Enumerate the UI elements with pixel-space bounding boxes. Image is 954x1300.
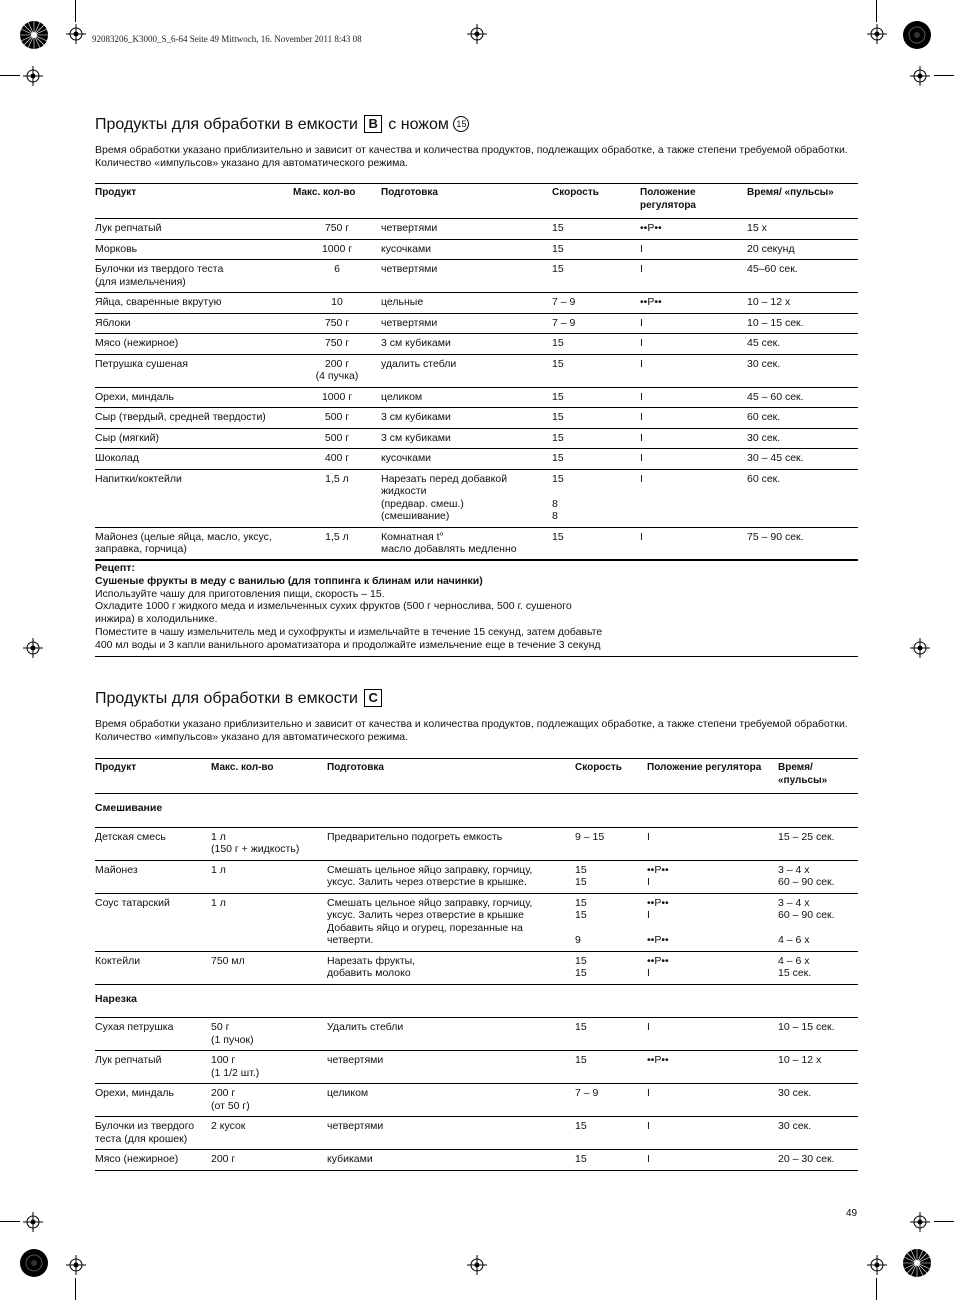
registration-mark-icon: [467, 24, 487, 44]
table-row: [95, 313, 858, 334]
table-row: [95, 1084, 858, 1117]
cell-regulator-position: ••P•• I: [647, 954, 669, 979]
cell-time-pulses: 30 сек.: [747, 357, 781, 370]
cell-product: Сыр (мягкий): [95, 431, 159, 444]
recipe-label: Рецепт:: [95, 562, 135, 574]
cell-max-quantity: 1 л: [211, 896, 226, 909]
cell-speed: 15 15: [575, 954, 587, 979]
cell-preparation: целиком: [381, 390, 423, 403]
table-row: [95, 428, 858, 449]
cell-product: Шоколад: [95, 452, 139, 464]
cell-time-pulses: 45 – 60 сек.: [747, 390, 804, 403]
cell-max-quantity: 500 г: [324, 411, 350, 423]
cell-time-pulses: 20 – 30 сек.: [778, 1153, 835, 1165]
table-row: [95, 239, 858, 260]
cell-max-quantity: 750 г: [324, 222, 350, 234]
table-header-row: [95, 184, 858, 219]
trim-line: [75, 0, 76, 22]
table-row: [95, 951, 858, 984]
container-c-label: C: [364, 689, 381, 707]
cell-regulator-position: I: [647, 1120, 650, 1132]
print-slug: 92083206_K3000_S_6-64 Seite 49 Mittwoch, 16. November 2011 8:43 08: [92, 34, 362, 44]
cell-time-pulses: 10 – 15 сек.: [778, 1021, 835, 1033]
cell-regulator-position: I: [640, 337, 643, 349]
group-label: Смешивание: [95, 802, 163, 814]
registration-mark-icon: [910, 638, 930, 658]
column-header-max-quantity: Макс. кол-во: [211, 762, 274, 773]
cell-product: Мясо (нежирное): [95, 337, 179, 349]
cell-speed: 15: [552, 263, 564, 275]
registration-mark-icon: [23, 66, 43, 86]
cell-speed: 15: [575, 1153, 587, 1165]
cell-product: Майонез (целые яйца, масло, уксус, заправка, горчица): [95, 530, 272, 555]
table-row: [95, 1150, 858, 1171]
cell-speed: 15: [552, 452, 564, 464]
section-c-title-text: Продукты для обработки в емкости: [95, 690, 358, 707]
recipe-title: Сушеные фрукты в меду с ванилью (для топпинга к блинам или начинки): [95, 574, 483, 587]
container-b-label: B: [364, 115, 381, 133]
registration-mark-icon: [910, 66, 930, 86]
table-header-row: [95, 759, 858, 794]
registration-mark-icon: [66, 1255, 86, 1275]
cell-max-quantity: 750 мл: [211, 954, 245, 967]
cell-preparation: четвертями: [381, 222, 438, 234]
cell-speed: 7 – 9: [552, 316, 576, 329]
cell-max-quantity: 200 г (4 пучка): [315, 357, 359, 382]
cell-product: Соус татарский: [95, 896, 170, 909]
cell-preparation: четвертями: [381, 263, 438, 275]
trim-line: [876, 0, 877, 22]
table-row: [95, 334, 858, 355]
cell-max-quantity: 400 г: [324, 452, 350, 464]
trim-line: [934, 1221, 954, 1222]
cell-preparation: целиком: [327, 1087, 369, 1099]
table-row: [95, 860, 858, 893]
trim-line: [75, 1278, 76, 1300]
cell-max-quantity: 750 г: [324, 337, 350, 349]
cell-product: Морковь: [95, 242, 138, 255]
table-row: [95, 293, 858, 314]
cell-regulator-position: I: [640, 357, 643, 370]
cell-time-pulses: 75 – 90 сек.: [747, 530, 804, 543]
cell-product: Сыр (твердый, средней твердости): [95, 411, 266, 423]
cell-preparation: 3 см кубиками: [381, 411, 451, 423]
table-row: [95, 449, 858, 470]
column-header-preparation: Подготовка: [327, 762, 384, 773]
table-row: [95, 354, 858, 387]
cell-speed: 7 – 9: [552, 296, 576, 308]
cell-max-quantity: 500 г: [324, 431, 350, 444]
cell-time-pulses: 3 – 4 x 60 – 90 сек.: [778, 863, 835, 888]
cell-regulator-position: I: [647, 830, 650, 843]
cell-product: Орехи, миндаль: [95, 1087, 175, 1099]
color-wheel-mark-icon: [902, 1248, 932, 1278]
cell-product: Лук репчатый: [95, 222, 162, 234]
cell-max-quantity: 50 г (1 пучок): [211, 1021, 254, 1046]
cell-time-pulses: 15 x: [747, 222, 767, 234]
cell-speed: 15: [552, 411, 564, 423]
cell-preparation: четвертями: [327, 1120, 384, 1132]
recipe-line: Поместите в чашу измельчитель мед и сухофрукты и измельчайте в течение 15 секунд, затем добавьте: [95, 625, 603, 638]
knife-number-badge: 15: [453, 116, 469, 132]
cell-time-pulses: 30 – 45 сек.: [747, 452, 804, 464]
cell-product: Петрушка сушеная: [95, 357, 188, 370]
cell-regulator-position: ••P•• I ••P••: [647, 896, 669, 946]
cell-speed: 15 15: [575, 863, 587, 888]
cell-speed: 7 – 9: [575, 1087, 599, 1099]
cell-max-quantity: 1 л: [211, 863, 226, 876]
section-b-title: [95, 115, 469, 134]
cell-preparation: цельные: [381, 296, 424, 308]
section-b-title-suffix: с ножом: [388, 116, 449, 133]
cell-speed: 15: [552, 242, 564, 255]
cell-speed: 15: [552, 337, 564, 349]
cell-max-quantity: 1,5 л: [325, 530, 349, 543]
section-b-title-text: Продукты для обработки в емкости: [95, 116, 358, 133]
column-header-regulator-position: Положение регулятора: [640, 187, 696, 211]
color-wheel-mark-icon: [19, 20, 49, 50]
group-row: [95, 794, 858, 828]
registration-mark-icon: [910, 1212, 930, 1232]
cell-preparation: удалить стебли: [381, 357, 457, 370]
recipe-line: Используйте чашу для приготовления пищи, скорость – 15.: [95, 587, 385, 600]
cell-product: Булочки из твердого теста (для измельчения): [95, 263, 224, 288]
cell-time-pulses: 30 сек.: [778, 1087, 812, 1099]
cell-product: Мясо (нежирное): [95, 1153, 179, 1165]
cell-regulator-position: I: [640, 472, 643, 485]
cell-time-pulses: 20 секунд: [747, 242, 795, 255]
cell-regulator-position: ••P•• I: [647, 863, 669, 888]
cell-preparation: 3 см кубиками: [381, 431, 451, 444]
column-header-max-quantity: Макс. кол-во: [293, 187, 356, 198]
cell-preparation: Предварительно подогреть емкость: [327, 830, 503, 843]
cell-preparation: Смешать цельное яйцо заправку, горчицу, уксус. Залить через отверстие в крышке Добавить яйцо и огурец, порезанные на четверти.: [327, 896, 533, 946]
cell-max-quantity: 1000 г: [321, 390, 353, 403]
cell-preparation: Комнатная t° масло добавлять медленно: [381, 530, 517, 555]
cell-time-pulses: 10 – 12 x: [747, 296, 791, 308]
cell-time-pulses: 45 сек.: [747, 337, 781, 349]
cell-max-quantity: 200 г: [211, 1153, 236, 1165]
cell-speed: 15 15 9: [575, 896, 587, 946]
cell-regulator-position: I: [647, 1153, 650, 1165]
cell-regulator-position: I: [640, 411, 643, 423]
cell-speed: 15: [552, 357, 564, 370]
column-header-time-pulses: Время/ «пульсы»: [778, 762, 828, 786]
column-header-preparation: Подготовка: [381, 187, 438, 198]
section-c-title: [95, 689, 384, 708]
cell-speed: 15: [575, 1054, 587, 1066]
cell-preparation: Нарезать перед добавкой жидкости (предвар. смеш.) (смешивание): [381, 472, 508, 522]
processing-table-b: [95, 183, 858, 561]
group-label: Нарезка: [95, 992, 137, 1005]
recipe-line: 400 мл воды и 3 капли ванильного ароматизатора и продолжайте измельчение еще в течение 3 секунд: [95, 638, 601, 651]
processing-table-c: [95, 758, 858, 1171]
cell-regulator-position: I: [640, 530, 643, 543]
cell-time-pulses: 10 – 15 сек.: [747, 316, 804, 329]
page-number: 49: [846, 1208, 858, 1219]
color-wheel-mark-icon: [902, 20, 932, 50]
color-wheel-mark-icon: [19, 1248, 49, 1278]
column-header-product: Продукт: [95, 762, 137, 773]
cell-product: Яблоки: [95, 316, 131, 329]
cell-time-pulses: 45–60 сек.: [747, 263, 798, 275]
recipe-line: Охладите 1000 г жидкого меда и измельченных сухих фруктов (500 г чернослива, 500 г. сушеного: [95, 600, 572, 613]
cell-product: Майонез: [95, 863, 138, 876]
cell-regulator-position: I: [640, 431, 643, 444]
registration-mark-icon: [23, 638, 43, 658]
table-row: [95, 469, 858, 527]
cell-product: Лук репчатый: [95, 1054, 162, 1066]
cell-regulator-position: I: [640, 242, 643, 255]
column-header-product: Продукт: [95, 187, 137, 198]
section-c-intro: Время обработки указано приблизительно и зависит от качества и количества продуктов, подлежащих обработке, а также степени требуемой обработки. Количество «импульсов» указано для автоматического режима.: [95, 718, 848, 743]
cell-speed: 15: [552, 431, 564, 444]
cell-max-quantity: 2 кусок: [211, 1120, 246, 1132]
table-row: [95, 219, 858, 240]
cell-product: Коктейли: [95, 954, 141, 967]
registration-mark-icon: [66, 24, 86, 44]
registration-mark-icon: [467, 1255, 487, 1275]
cell-time-pulses: 4 – 6 x 15 сек.: [778, 954, 812, 979]
recipe-line: инжира) в холодильнике.: [95, 613, 218, 626]
cell-preparation: четвертями: [381, 316, 438, 329]
cell-time-pulses: 30 сек.: [747, 431, 781, 444]
table-row: [95, 408, 858, 429]
cell-regulator-position: I: [640, 390, 643, 403]
column-header-regulator-position: Положение регулятора: [647, 762, 762, 773]
cell-preparation: Удалить стебли: [327, 1021, 404, 1033]
column-header-speed: Скорость: [552, 187, 599, 198]
cell-regulator-position: I: [640, 263, 643, 275]
cell-max-quantity: 1 л (150 г + жидкость): [211, 830, 300, 855]
cell-regulator-position: I: [647, 1021, 650, 1033]
cell-preparation: кусочками: [381, 452, 432, 464]
table-row: [95, 827, 858, 860]
table-row: [95, 527, 858, 560]
cell-product: Напитки/коктейли: [95, 472, 182, 485]
trim-line: [876, 1278, 877, 1300]
registration-mark-icon: [867, 24, 887, 44]
cell-max-quantity: 10: [331, 296, 343, 308]
cell-max-quantity: 750 г: [324, 316, 350, 329]
trim-line: [0, 1221, 20, 1222]
table-row: [95, 260, 858, 293]
column-header-time-pulses: Время/ «пульсы»: [747, 187, 834, 198]
trim-line: [0, 75, 20, 76]
cell-preparation: Нарезать фрукты, добавить молоко: [327, 954, 416, 979]
registration-mark-icon: [23, 1212, 43, 1232]
cell-regulator-position: I: [647, 1087, 650, 1099]
cell-product: Булочки из твердого теста (для крошек): [95, 1120, 195, 1145]
cell-product: Детская смесь: [95, 830, 166, 843]
cell-speed: 15: [575, 1021, 587, 1033]
cell-preparation: 3 см кубиками: [381, 337, 451, 349]
cell-speed: 15: [552, 390, 564, 403]
cell-max-quantity: 100 г (1 1/2 шт.): [211, 1054, 260, 1079]
cell-preparation: кусочками: [381, 242, 432, 255]
table-row: [95, 1051, 858, 1084]
table-row: [95, 893, 858, 951]
cell-time-pulses: 15 – 25 сек.: [778, 830, 835, 843]
cell-preparation: кубиками: [327, 1153, 373, 1165]
cell-regulator-position: I: [640, 452, 643, 464]
column-header-speed: Скорость: [575, 762, 622, 773]
cell-time-pulses: 60 сек.: [747, 411, 781, 423]
recipe-box: [95, 559, 858, 657]
cell-time-pulses: 30 сек.: [778, 1120, 812, 1132]
cell-max-quantity: 1000 г: [321, 242, 353, 255]
trim-line: [934, 75, 954, 76]
table-row: [95, 1117, 858, 1150]
cell-regulator-position: ••P••: [640, 222, 662, 234]
cell-speed: 15 8 8: [552, 472, 564, 522]
cell-time-pulses: 3 – 4 x 60 – 90 сек. 4 – 6 x: [778, 896, 835, 946]
cell-product: Сухая петрушка: [95, 1021, 174, 1033]
cell-max-quantity: 6: [334, 263, 340, 275]
section-b-intro: Время обработки указано приблизительно и зависит от качества и количества продуктов, подлежащих обработке, а также степени требуемой обработки. Количество «импульсов» указано для автоматического режима.: [95, 144, 848, 169]
table-row: [95, 1018, 858, 1051]
cell-speed: 9 – 15: [575, 830, 605, 843]
cell-max-quantity: 1,5 л: [325, 472, 349, 485]
cell-speed: 15: [552, 530, 564, 543]
cell-speed: 15: [552, 222, 564, 234]
cell-speed: 15: [575, 1120, 587, 1132]
cell-product: Орехи, миндаль: [95, 390, 175, 403]
group-row: [95, 984, 858, 1018]
cell-max-quantity: 200 г (от 50 г): [211, 1087, 250, 1112]
cell-regulator-position: I: [640, 316, 643, 329]
cell-preparation: Смешать цельное яйцо заправку, горчицу, уксус. Залить через отверстие в крышке.: [327, 863, 533, 888]
cell-time-pulses: 60 сек.: [747, 472, 781, 485]
cell-regulator-position: ••P••: [647, 1054, 669, 1066]
cell-time-pulses: 10 – 12 x: [778, 1054, 822, 1066]
cell-product: Яйца, сваренные вкрутую: [95, 296, 222, 308]
table-row: [95, 387, 858, 408]
registration-mark-icon: [867, 1255, 887, 1275]
cell-preparation: четвертями: [327, 1054, 384, 1066]
cell-regulator-position: ••P••: [640, 296, 662, 308]
